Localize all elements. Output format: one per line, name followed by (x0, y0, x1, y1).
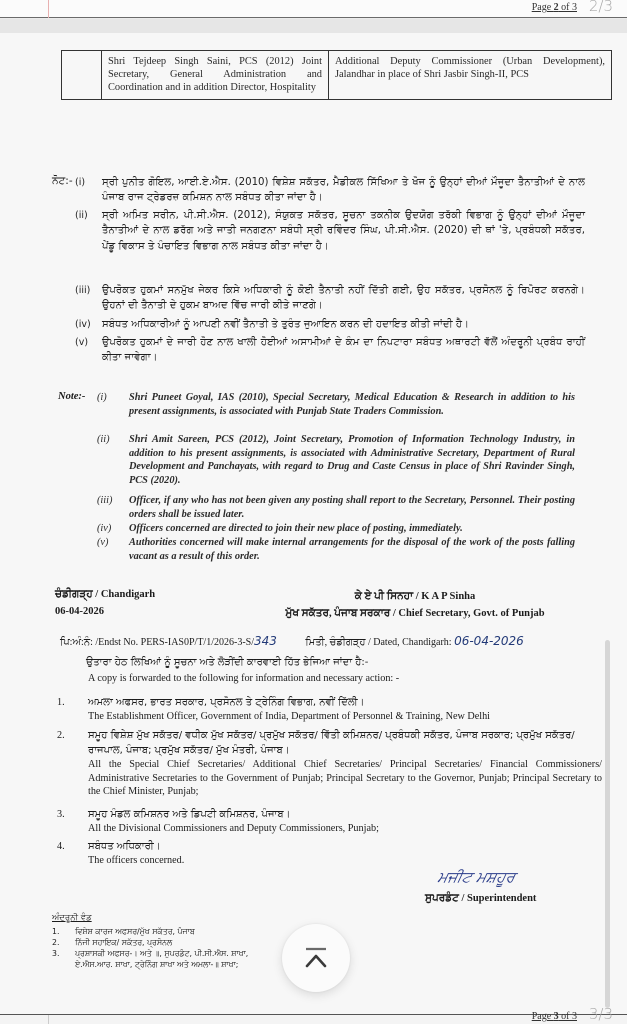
endorsement-date: 06-04-2026 (454, 634, 524, 648)
endorsement-number: 343 (253, 634, 277, 648)
superintendent-signature: ਮਜੀਟ ਮਸ਼ਹੂਰ (436, 868, 517, 886)
internal-distribution-item: 2. ਨਿੱਜੀ ਸਹਾਇਕ/ ਸਕੱਤਰ, ਪ੍ਰਸੋਨਲ (52, 938, 173, 947)
internal-distribution-item: 1. ਵਿਸ਼ੇਸ਼ ਕਾਰਜ ਅਫਸਰ/ਮੁੱਖ ਸਕੱਤਰ, ਪੰਜਾਬ (52, 927, 195, 936)
issue-place-date (55, 586, 155, 620)
officer-cell: Shri Tejdeep Singh Saini, PCS (2012) Joint Secretary, General Administration and Coordination and in addition Director, Hospitality (102, 51, 329, 100)
english-note-item: (v) Authorities concerned will make internal arrangements for the disposal of the work of the posts falling vacant as a result of this order. (97, 537, 575, 562)
previous-page-footer (0, 0, 627, 18)
copy-to-item: 1. ਅਮਲਾ ਅਫਸਰ, ਭਾਰਤ ਸਰਕਾਰ, ਪ੍ਰਸੋਨਲ ਤੇ ਟ੍ਰੇਨਿੰਗ ਵਿਭਾਗ, ਨਵੀਂ ਦਿੱਲੀ। The Establishment Officer, Government of India, Department of Personnel & Training, New Delhi (57, 697, 491, 722)
endorsement-line (60, 634, 600, 648)
english-note-item: (i) Shri Puneet Goyal, IAS (2010), Special Secretary, Medical Education & Research in addition to his present assignments, is associated with Punjab State Traders Commission. (97, 392, 575, 417)
punjabi-note-item: (ii) ਸ੍ਰੀ ਅਮਿਤ ਸਰੀਨ, ਪੀ.ਸੀ.ਐਸ. (2012), ਸੰਯੁਕਤ ਸਕੱਤਰ, ਸੂਚਨਾ ਤਕਨੀਕ ਉਦਯੋਗ ਤਰੱਕੀ ਵਿਭਾਗ ਨੂੰ ਉਨ੍ਹਾਂ ਦੀਆਂ ਮੌਜੂਦਾ ਤੈਨਾਤੀਆਂ ਦੇ ਨਾਲ ਡਰੱਗ ਅਤੇ ਜਾਤੀ ਜਨਗਣਨਾ ਸਬੰਧੀ ਸ੍ਰੀ ਰਵਿੰਦਰ ਸਿੰਘ, ਪੀ.ਸੀ.ਐਸ. (2020) ਦੀ ਥਾਂ 'ਤੇ, ਪ੍ਰਬੰਧਕੀ ਸਕੱਤਰ, ਪੇਂਡੂ ਵਿਕਾਸ ਤੇ ਪੰਚਾਇਤ ਵਿਭਾਗ ਨਾਲ ਸਬੰਧਤ ਕੀਤਾ ਜਾਂਦਾ ਹੈ। (75, 210, 585, 252)
posting-cell: Additional Deputy Commissioner (Urban Development), Jalandhar in place of Shri Jasbir Singh-II, PCS (329, 51, 612, 100)
document-page (0, 33, 627, 1019)
signatory-title: ਮੁੱਖ ਸਕੱਤਰ, ਪੰਜਾਬ ਸਰਕਾਰ / Chief Secretary, Govt. of Punjab (285, 608, 545, 619)
internal-distribution-item: 3. ਪ੍ਰਸ਼ਾਸਕੀ ਅਫਸਰ-। ਅਤੇ ॥, ਸੁਪਰਡੰਟ, ਪੀ.ਸੀ.ਐਸ. ਸ਼ਾਖਾ, ਏ.ਐਸ.ਆਰ. ਸ਼ਾਖਾ, ਟ੍ਰੇਨਿੰਗ ਸ਼ਾਖਾ ਅਤੇ ਅਮਲਾ-॥ ਸ਼ਾਖਾ; (52, 949, 249, 969)
margin-line (48, 1015, 49, 1024)
chevron-up-to-top-icon (303, 947, 329, 969)
english-note-item: (iv) Officers concerned are directed to join their new place of posting, immediately. (97, 523, 463, 534)
copy-to-item: 2. ਸਮੂਹ ਵਿਸ਼ੇਸ਼ ਮੁੱਖ ਸਕੱਤਰ/ ਵਧੀਕ ਮੁੱਖ ਸਕੱਤਰ/ ਪ੍ਰਮੁੱਖ ਸਕੱਤਰ/ ਵਿੱਤੀ ਕਮਿਸ਼ਨਰ/ ਪ੍ਰਬੰਧਕੀ ਸਕੱਤਰ, ਪੰਜਾਬ ਸਰਕਾਰ; ਪ੍ਰਮੁੱਖ ਸਕੱਤਰ/ ਰਾਜਪਾਲ, ਪੰਜਾਬ; ਪ੍ਰਮੁੱਖ ਸਕੱਤਰ/ ਮੁੱਖ ਮੰਤਰੀ, ਪੰਜਾਬ। All the Special Chief Secretaries/ Additional Chief Secretaries/ Principal Secretaries/ Financial Commissioners/ Administrative Secretaries to the Government of Punjab; Principal Secretary to the Governor, Punjab; Principal Secretary to the Chief Minister, Punjab; (57, 730, 602, 798)
superintendent-title: ਸੁਪਰਡੰਟ / Superintendent (425, 893, 537, 904)
english-note-item: (iii) Officer, if any who has not been given any posting shall report to the Secretary, Personnel. Their posting orders shall be issued later. (97, 495, 575, 520)
page-number-label: Page 3 of 3 (531, 1011, 577, 1022)
posting-table (61, 50, 612, 100)
endorsement-number-prefix: ਪਿ:ਅੰ:ਨੰ: /Endst No. PERS-IAS0P/T/1/2026-3-S/ (60, 637, 254, 648)
issue-place: ਚੰਡੀਗੜ੍ਹ / Chandigarh (55, 589, 156, 600)
scroll-to-top-button[interactable] (282, 924, 350, 992)
punjabi-note-item: (iii) ਉਪਰੋਕਤ ਹੁਕਮਾਂ ਸਨਮੁੱਖ ਜੇਕਰ ਕਿਸੇ ਅਧਿਕਾਰੀ ਨੂੰ ਕੋਈ ਤੈਨਾਤੀ ਨਹੀਂ ਦਿੱਤੀ ਗਈ, ਉਹ ਸਕੱਤਰ, ਪ੍ਰਸੋਨਲ ਨੂੰ ਰਿਪੋਰਟ ਕਰਨਗੇ। ਉਹਨਾਂ ਦੀ ਤੈਨਾਤੀ ਦੇ ਹੁਕਮ ਬਾਅਦ ਵਿੱਚ ਜਾਰੀ ਕੀਤੇ ਜਾਣਗੇ। (75, 285, 585, 312)
margin-line (48, 0, 49, 18)
page-counter: 3/3 (588, 1005, 613, 1023)
punjabi-note-item: (i) ਸ੍ਰੀ ਪੁਨੀਤ ਗੋਇਲ, ਆਈ.ਏ.ਐਸ. (2010) ਵਿਸ਼ੇਸ਼ ਸਕੱਤਰ, ਮੈਡੀਕਲ ਸਿੱਖਿਆ ਤੇ ਖੋਜ ਨੂੰ ਉਨ੍ਹਾਂ ਦੀਆਂ ਮੌਜੂਦਾ ਤੈਨਾਤੀਆਂ ਦੇ ਨਾਲ ਪੰਜਾਬ ਰਾਜ ਟ੍ਰੇਡਰਜ਼ ਕਮਿਸ਼ਨ ਨਾਲ ਸਬੰਧਤ ਕੀਤਾ ਜਾਂਦਾ ਹੈ। (75, 177, 585, 204)
copy-to-item: 3. ਸਮੂਹ ਮੰਡਲ ਕਮਿਸ਼ਨਰ ਅਤੇ ਡਿਪਟੀ ਕਮਿਸ਼ਨਰ, ਪੰਜਾਬ। All the Divisional Commissioners and Deputy Commissioners, Punjab; (57, 809, 379, 834)
punjabi-note-item: (iv) ਸਬੰਧਤ ਅਧਿਕਾਰੀਆਂ ਨੂੰ ਆਪਣੀ ਨਵੀਂ ਤੈਨਾਤੀ ਤੇ ਤੁਰੰਤ ਜੁਆਇਨ ਕਰਨ ਦੀ ਹਦਾਇਤ ਕੀਤੀ ਜਾਂਦੀ ਹੈ। (75, 319, 470, 330)
signatory-name: ਕੇ ਏ ਪੀ ਸਿਨਹਾ / K A P Sinha (354, 591, 476, 602)
internal-distribution-title: ਅੰਦਰੂਨੀ ਵੰਡ (52, 913, 92, 923)
punjabi-note-item: (v) ਉਪਰੋਕਤ ਹੁਕਮਾਂ ਦੇ ਜਾਰੀ ਹੋਣ ਨਾਲ ਖਾਲੀ ਹੋਈਆਂ ਅਸਾਮੀਆਂ ਦੇ ਕੰਮ ਦਾ ਨਿਪਟਾਰਾ ਸਬੰਧਤ ਅਥਾਰਟੀ ਵੱਲੋਂ ਅੰਦਰੂਨੀ ਪ੍ਰਬੰਧ ਰਾਹੀਂ ਕੀਤਾ ਜਾਵੇਗਾ। (75, 337, 585, 364)
table-row (62, 51, 612, 100)
page-gap (0, 19, 627, 33)
vertical-scrollbar[interactable] (605, 640, 610, 1008)
dated-label: ਮਿਤੀ, ਚੰਡੀਗੜ੍ਹ / Dated, Chandigarh: (305, 637, 452, 648)
forward-note-english: A copy is forwarded to the following for information and necessary action: - (88, 673, 400, 684)
serial-cell (62, 51, 102, 100)
punjabi-note-heading: ਨੋਟ:- (52, 175, 73, 187)
issue-date: 06-04-2026 (55, 606, 104, 617)
english-note-heading: Note:- (58, 391, 86, 402)
copy-to-item: 4. ਸਬੰਧਤ ਅਧਿਕਾਰੀ। The officers concerned. (57, 841, 185, 866)
english-note-item: (ii) Shri Amit Sareen, PCS (2012), Joint Secretary, Promotion of Information Technology Industry, in addition to his present assignments, is associated with Administrative Secretary, Department of Rural Development and Panchayats, with regard to Drug and Caste Census in place of Shri Ravinder Singh, PCS (2020). (97, 434, 575, 487)
chief-secretary-signatory (240, 588, 590, 622)
previous-page-counter: 2/3 (588, 0, 613, 15)
previous-page-label: Page 2 of 3 (531, 2, 577, 13)
forward-note-punjabi: ਉਤਾਰਾ ਹੇਠ ਲਿਖਿਆਂ ਨੂੰ ਸੂਚਨਾ ਅਤੇ ਲੋੜੀਂਦੀ ਕਾਰਵਾਈ ਹਿੱਤ ਭੇਜਿਆ ਜਾਂਦਾ ਹੈ:- (86, 657, 369, 668)
